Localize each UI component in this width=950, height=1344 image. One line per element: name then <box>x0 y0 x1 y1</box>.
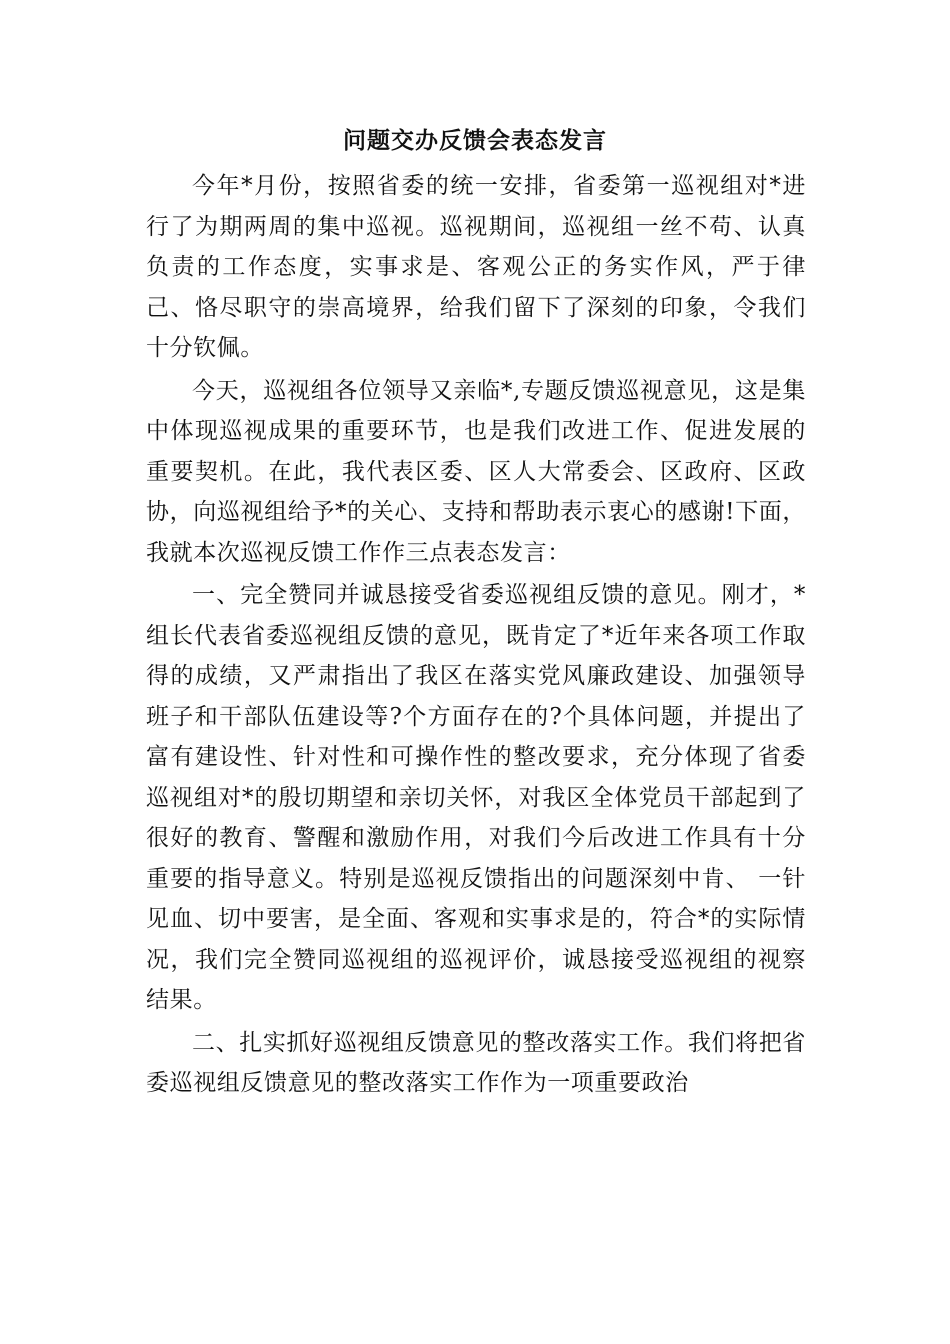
paragraph-1: 今年*月份，按照省委的统一安排，省委第一巡视组对*进行了为期两周的集中巡视。巡视期间，巡视组一丝不苟、认真负责的工作态度，实事求是、客观公正的务实作风，严于律己、恪尽职守的崇高境界，给我们留下了深刻的印象，令我们十分钦佩。 <box>146 173 806 361</box>
paragraph-3: 一、完全赞同并诚恳接受省委巡视组反馈的意见。刚才，*组长代表省委巡视组反馈的意见，既肯定了*近年来各项工作取得的成绩，又严肃指出了我区在落实党风廉政建设、加强领导班子和干部队伍建设等?个方面存在的?个具体问题，并提出了富有建设性、针对性和可操作性的整改要求，充分体现了省委巡视组对*的殷切期望和亲切关怀，对我区全体党员干部起到了很好的教育、警醒和激励作用，对我们今后改进工作具有十分重要的指导意义。特别是巡视反馈指出的问题深刻中肯、 一针见血、切中要害，是全面、客观和实事求是的，符合*的实际情况，我们完全赞同巡视组的巡视评价，诚恳接受巡视组的视察结果。 <box>146 582 806 1013</box>
document-body <box>146 166 806 1104</box>
paragraph-2: 今天，巡视组各位领导又亲临*,专题反馈巡视意见，这是集中体现巡视成果的重要环节，也是我们改进工作、促进发展的重要契机。在此，我代表区委、区人大常委会、区政府、区政协，向巡视组给予*的关心、支持和帮助表示衷心的感谢!下面，我就本次巡视反馈工作作三点表态发言： <box>146 377 806 566</box>
document-title: 问题交办反馈会表态发言 <box>343 127 607 154</box>
paragraph-4: 二、扎实抓好巡视组反馈意见的整改落实工作。我们将把省委巡视组反馈意见的整改落实工作作为一项重要政治 <box>146 1029 806 1096</box>
